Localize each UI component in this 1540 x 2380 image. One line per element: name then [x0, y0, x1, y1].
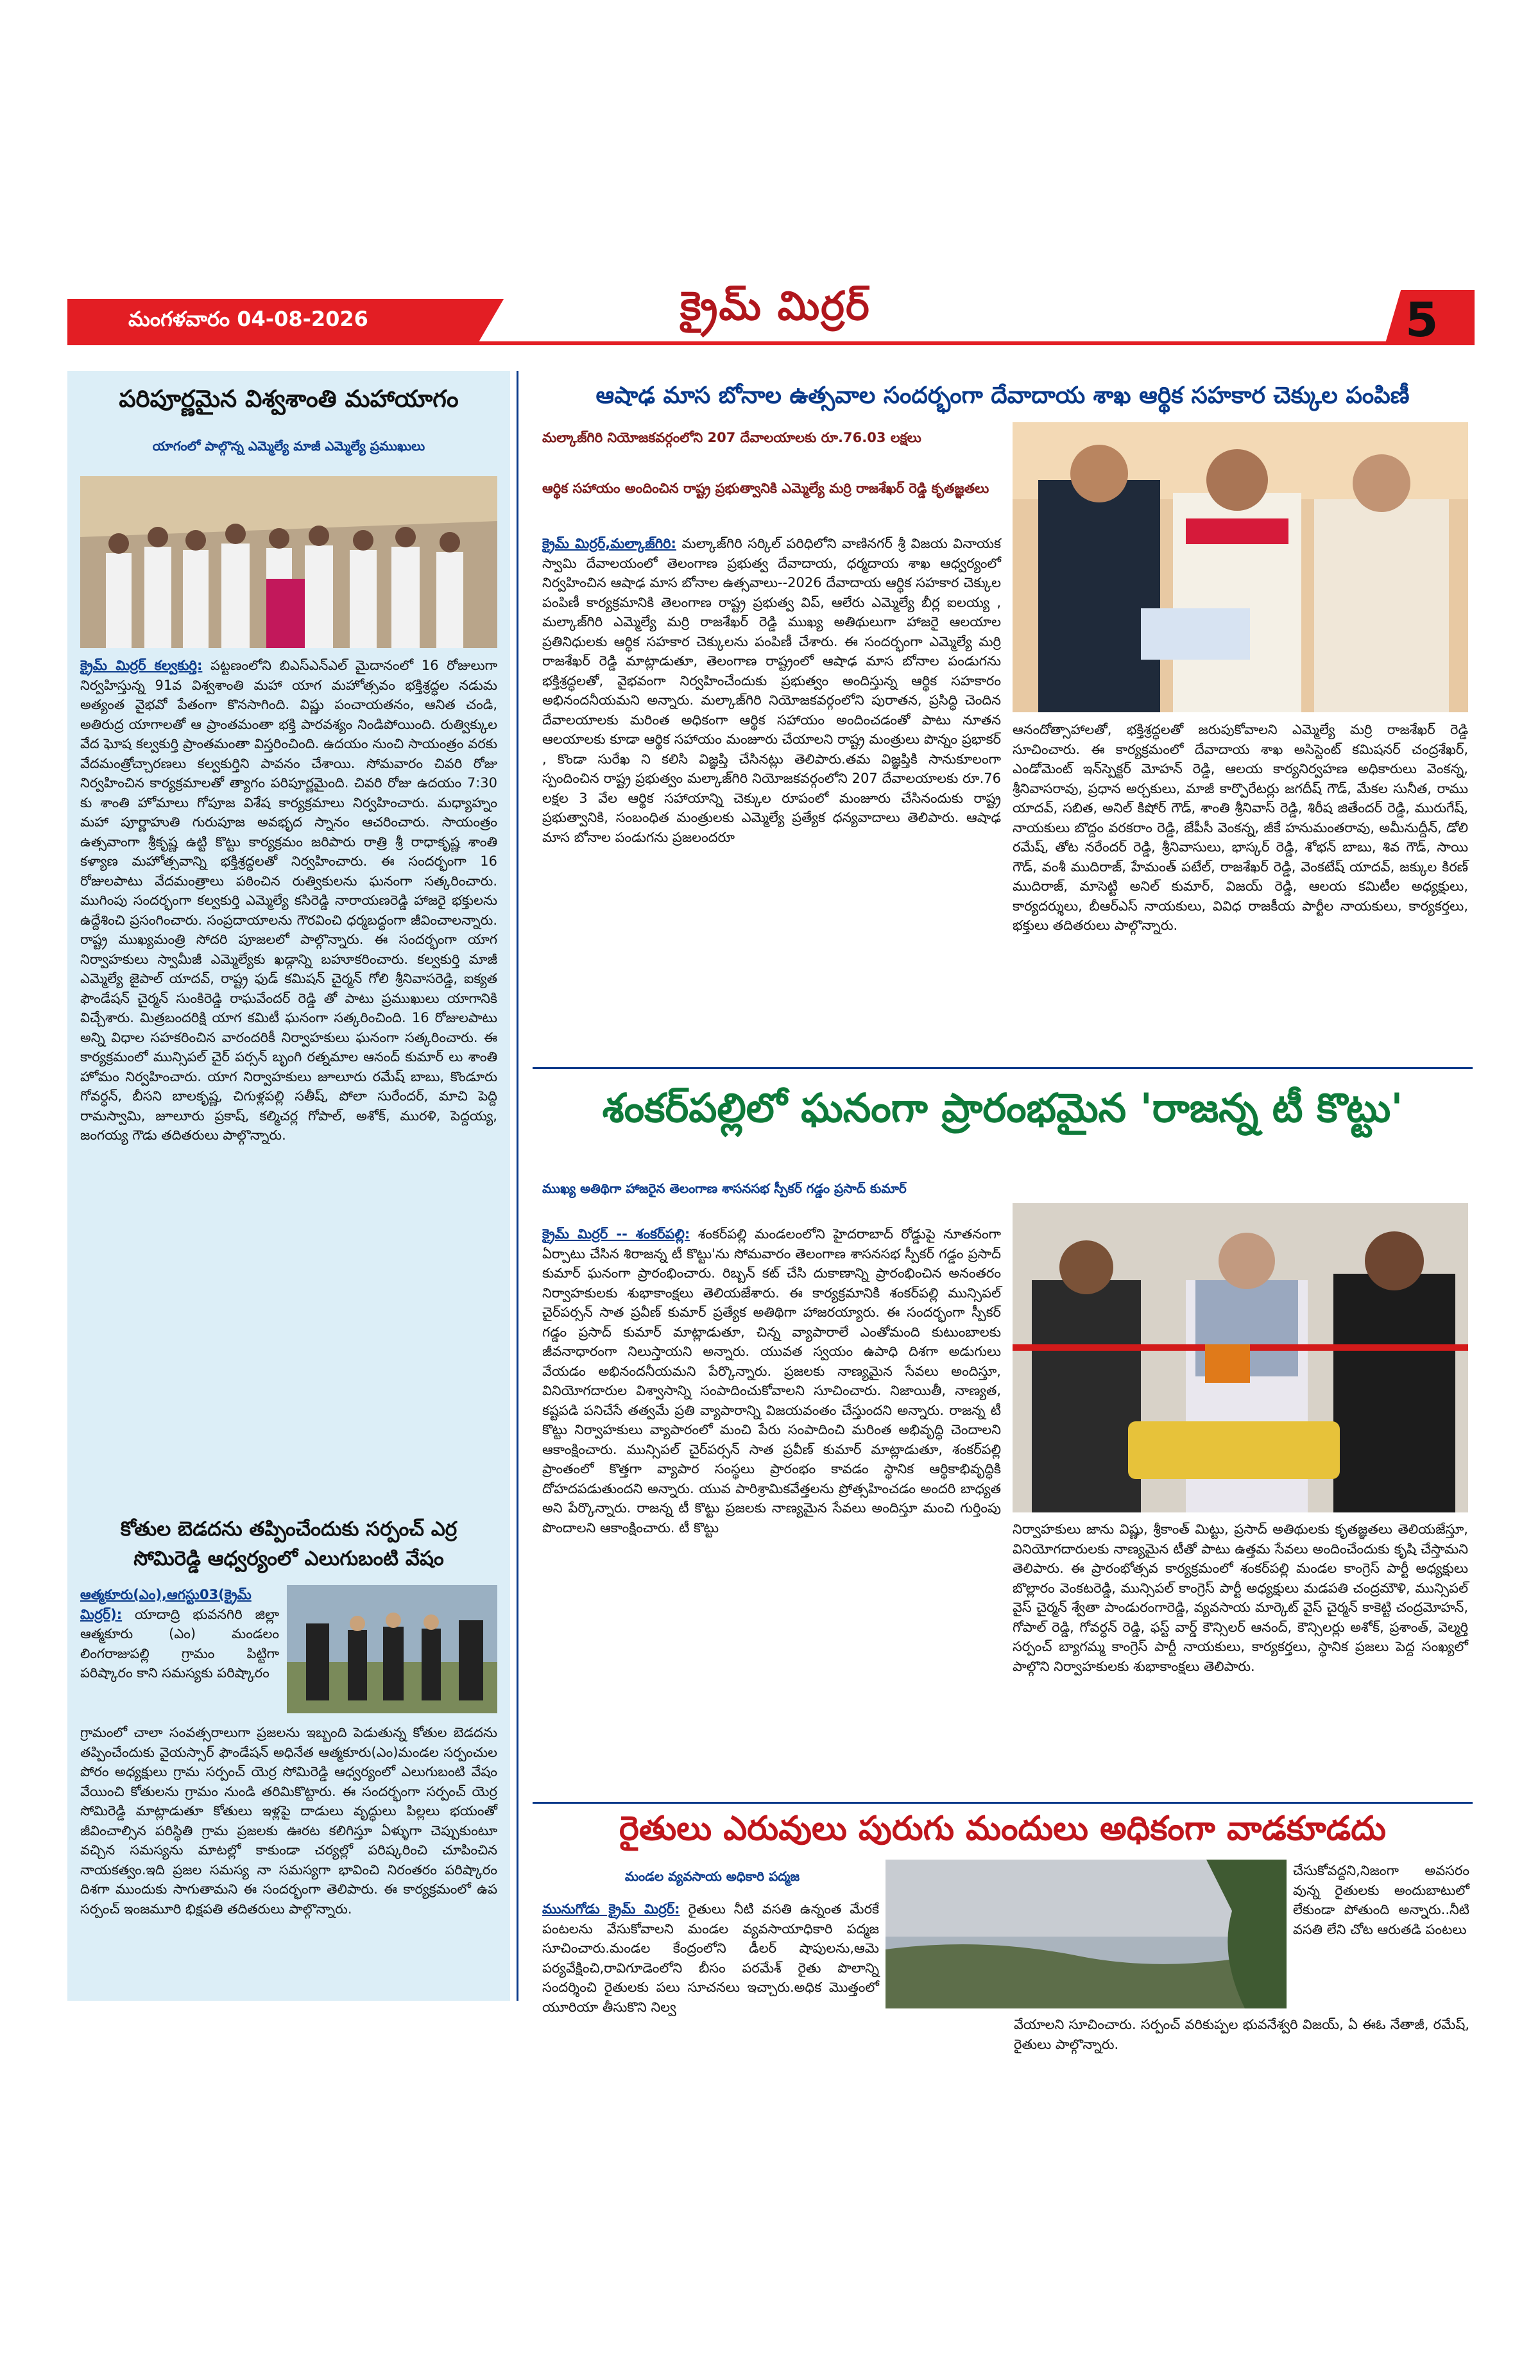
article2-headline: కోతుల బెడదను తప్పించేందుకు సర్పంచ్ ఎర్ర సోమిరెడ్డి ఆధ్వర్యంలో ఎలుగుబంటి వేషం — [120, 1518, 458, 1570]
article5-headline: రైతులు ఎరువులు పురుగు మందులు అధికంగా వాడకూడదు — [619, 1810, 1386, 1848]
article3-subhead1: మల్కాజ్‌గిరి నియోజకవర్గంలోని 207 దేవాలయాలకు రూ.76.03 లక్షలు — [542, 430, 921, 445]
article3-subhead2: ఆర్థిక సహాయం అందించిన రాష్ట్ర ప్రభుత్వానికి ఎమ్మెల్యే మర్రి రాజశేఖర్ రెడ్డి కృతజ్ఞతలు — [542, 481, 989, 496]
article2-body-top: ఆత్మకూరు(ఎం),ఆగస్టు03(క్రైమ్ మిర్రర్): యాదాద్రి భువనగిరి జిల్లా ఆత్మకూరు (ఎం) మండలం లింగరాజుపల్లి గ్రామం పిట్టిగా పరిష్కారం కాని సమస్యకు పరిష్కారం — [80, 1587, 279, 1681]
article5-lead: మునుగోడు క్రైమ్ మిర్రర్: — [542, 1901, 680, 1917]
article1-body: క్రైమ్ మిర్రర్ కల్వకుర్తి: పట్టణంలోని బిఎస్ఎన్ఎల్ మైదానంలో 16 రోజులుగా నిర్వహిస్తున్న 91వ విశ్వశాంతి మహా యాగ మహోత్సవం భక్తిశ్రద్ధల నడుమ అత్యంత వైభవో పేతంగా కొనసాగింది. విష్ణు పంచాయతనం, ఆనిత చండి, అతిరుద్ర యాగాలతో ఆ ప్రాంతమంతా భక్తి పారవశ్యం నిండిపోయింది. రుత్విక్కుల వేద ఘోష కల్వకుర్తి ప్రాంతమంతా విస్తరించింది. ఉదయం నుంచి సాయంత్రం వరకు వేదమంత్రోచ్చారణలు కల్వకుర్తిని పావనం చేశాయి. సోమవారం చివరి రోజు నిర్వహించిన కార్యక్రమాలతో త్యాగం పరిపూర్ణమైంది. చివరి రోజు ఉదయం 7:30 కు శాంతి హోమాలు గోపూజ విశేష కార్యక్రమాలు నిర్వహించారు. మధ్యాహ్నం మహా పూర్ణాహుతి గురుపూజ అవభృద స్నానం ఆచరించారు. సాయంత్రం ఉత్సవాంగా శ్రీకృష్ణ ఉట్టి కొట్టు కార్యక్రమం జరిపారు రాత్రి శ్రీ రాధాకృష్ణ శాంతి కళ్యాణ మహోత్సవాన్ని భక్తిశ్రద్ధలతో నిర్వహించారు. ఈ సందర్భంగా 16 రోజులపాటు వేదమంత్రాలు పఠించిన రుత్వికులను ఘనంగా సత్కరించారు. ముగింపు సందర్భంగా కల్వకుర్తి ఎమ్మెల్యే కసిరెడ్డి నారాయణరెడ్డి హాజరై భక్తులను ఉద్దేశించి ప్రసంగించారు. సంప్రదాయాలను గౌరవించి ధర్మబద్ధంగా జీవించాలన్నారు. రాష్ట్ర ముఖ్యమంత్రి సోదరి పూజలలో పాల్గొన్నారు. ఈ సందర్భంగా యాగ నిర్వాహకులు స్వామీజీ ఎమ్మెల్యేకు ఖడ్గాన్ని బహూకరించారు. కల్వకుర్తి మాజీ ఎమ్మెల్యే జైపాల్ యాదవ్, రాష్ట్ర ఫుడ్ కమిషన్ చైర్మన్ గోలి శ్రీనివాసరెడ్డి, ఐక్యత ఫౌండేషన్ చైర్మన్ సుంకిరెడ్డి రాఘవేందర్ రెడ్డి తో పాటు ప్రముఖులు యాగానికి విచ్చేశారు. మిత్రబందరిక్షి యాగ కమిటీ ఘనంగా సత్కరించింది. 16 రోజులపాటు అన్ని విధాల సహకరించిన వారందరికీ నిర్వాహకులు ఘనంగా సత్కరించారు. ఈ కార్యక్రమంలో మున్సిపల్ చైర్ పర్సన్ బృంగి రత్నమాల ఆనంద్ కుమార్ లు శాంతి హోమం నిర్వహించారు. యాగ నిర్వాహకులు జూలూరు రమేష్ బాబు, కొండూరు గోవర్ధన్, బీసని బాలకృష్ణ, చిగుళ్లపల్లి సతీష్, పోలా సురేందర్, మాచి పెద్ది రామస్వామి, జూలూరు ప్రకాష్, కల్మిచర్ల గోపాల్, అశోక్, మురళి, పెద్దయ్య, జంగయ్య గౌడు తదితరులు పాల్గొన్నారు. — [80, 658, 497, 1143]
article4-body-right: నిర్వాహకులు జాను విష్ణు, శ్రీకాంత్ మిట్టు, ప్రసాద్ అతిథులకు కృతజ్ఞతలు తెలియజేస్తూ, వినియోగదారులకు నాణ్యమైన టీతో పాటు ఉత్తమ సేవలు అందించేందుకు కృషి చేస్తామని తెలిపారు. ఈ ప్రారంభోత్సవ కార్యక్రమంలో శంకర్‌పల్లి మండల కాంగ్రెస్ పార్టీ అధ్యక్షులు బొల్లారం వెంకటరెడ్డి, మున్సిపల్ కాంగ్రెస్ పార్టీ అధ్యక్షులు మడపతి చంద్రమౌళి, మున్సిపల్ వైస్ చైర్మన్ శ్వేతా పాండురంగారెడ్డి, వ్యవసాయ మార్కెట్ వైస్ చైర్మన్ కాకెట్టి చంద్రమోహన్, గోపాల్ రెడ్డి, గోవర్ధన్ రెడ్డి, ఫస్ట్ వార్డ్ కౌన్సిలర్ ఆనంద్, కౌన్సిలర్లు అశోక్, ప్రశాంత్, వెల్మర్తి సర్పంచ్ బ్యాగమ్మ కాంగ్రెస్ పార్టీ నాయకులు, కార్యకర్తలు, స్థానిక ప్రజలు పెద్ద సంఖ్యలో పాల్గొని నిర్వాహకులకు శుభాకాంక్షలు తెలిపారు. — [1013, 1521, 1468, 1674]
article4-lead: క్రైమ్ మిర్రర్ -- శంకర్‌పల్లి: — [542, 1226, 690, 1242]
article3-photo — [1013, 422, 1468, 712]
article4-headline: శంకర్‌పల్లిలో ఘనంగా ప్రారంభమైన 'రాజన్న టీ కొట్టు' — [602, 1084, 1403, 1131]
article5-subhead: మండల వ్యవసాయ అధికారి పద్మజ — [624, 1869, 800, 1884]
article2-photo — [287, 1585, 497, 1713]
header-rule — [67, 341, 1473, 345]
masthead-logo: క్రైమ్ మిర్రర్ — [680, 282, 871, 329]
article1-subhead: యాగంలో పాల్గొన్న ఎమ్మెల్యే మాజీ ఎమ్మెల్యే ప్రముఖులు — [152, 438, 425, 454]
article5-body-right-top: చేసుకోవద్దని,నిజంగా అవసరం వున్న రైతులకు అందుబాటులో లేకుండా పోతుంది అన్నారు..నీటి వసతి లేని చోట ఆరుతడి పంటలు — [1293, 1863, 1469, 1937]
section-divider-2 — [533, 1802, 1473, 1804]
section-divider-1 — [533, 1067, 1473, 1069]
article3-body-right: ఆనందోత్సాహాలతో, భక్తిశ్రద్ధలతో జరుపుకోవాలని ఎమ్మెల్యే మర్రి రాజశేఖర్ రెడ్డి సూచించారు. ఈ కార్యక్రమంలో దేవాదాయ శాఖ అసిస్టెంట్ కమిషనర్ చంద్రశేఖర్, ఎండోమెంట్ ఇన్‌స్పెక్టర్ మోహన్ రెడ్డి, ఆలయ కార్యనిర్వహణ అధికారులు వెంకన్న, శ్రీనివాసరావు, ప్రధాన అర్చకులు, మాజీ కార్పొరేటర్లు జగదీష్ గౌడ్, మేకల సునీత, రాము యాదవ్, సబిత, అనిల్ కిషోర్ గౌడ్, శాంతి శ్రీనివాస్ రెడ్డి, శిరీష జితేందర్ రెడ్డి, మురుగేష్, నాయకులు బొద్దం వరకరాం రెడ్డి, జేపీసీ వెంకన్న, జీకే హనుమంతరావు, అమీనుద్దీన్, డోలి రమేష్, తోట నరేందర్ రెడ్డి, శ్రీనివాసులు, భాస్కర్ రెడ్డి, శోభన్ బాబు, శివ గౌడ్, సాయి గౌడ్, వంశీ ముదిరాజ్, హేమంత్ పటేల్, రాజశేఖర్ రెడ్డి, వెంకటేష్ యాదవ్, జక్కుల కిరణ్ ముదిరాజ్, మాసెట్టి అనిల్ కుమార్, విజయ్ రెడ్డి, ఆలయ కమిటీల అధ్యక్షులు, కార్యదర్శులు, బీఆర్ఎస్ నాయకులు, వివిధ రాజకీయ పార్టీల నాయకులు, కార్యకర్తలు, భక్తులు తదితరులు పాల్గొన్నారు. — [1013, 722, 1468, 933]
article1-photo — [80, 476, 497, 648]
column-divider — [517, 371, 518, 2001]
article5-body: మునుగోడు క్రైమ్ మిర్రర్: రైతులు నీటి వసతి ఉన్నంత మేరకే పంటలను వేసుకోవాలని మండల వ్యవసాయాధికారి పద్మజ సూచించారు.మండల కేంద్రంలోని డీలర్ షాపులను,ఆమె పర్యవేక్షించి,రావిగూడెంలోని బీసం పరమేశ్ రైతు పొలాన్ని సందర్శించి రైతులకు పలు సూచనలు ఇచ్చారు.అధిక మొత్తంలో యూరియా తీసుకొని నిల్వ — [542, 1901, 879, 2015]
page-number: 5 — [1405, 293, 1439, 348]
article2-lead: ఆత్మకూరు(ఎం),ఆగస్టు03(క్రైమ్ మిర్రర్): — [80, 1587, 252, 1622]
article1-headline: పరిపూర్ణమైన విశ్వశాంతి మహాయాగం — [119, 385, 459, 413]
article5-photo — [886, 1860, 1287, 2008]
article3-lead: క్రైమ్ మిర్రర్,మల్కాజ్‌గిరి: — [542, 536, 676, 551]
article1-lead: క్రైమ్ మిర్రర్ కల్వకుర్తి: — [80, 658, 203, 673]
article4-body: క్రైమ్ మిర్రర్ -- శంకర్‌పల్లి: శంకర్‌పల్లి మండలంలోని హైదరాబాద్ రోడ్డుపై నూతనంగా ఏర్పాటు చేసిన శిరాజన్న టీ కొట్టు'ను సోమవారం తెలంగాణ శాసనసభ స్పీకర్ గడ్డం ప్రసాద్ కుమార్ ఘనంగా ప్రారంభించారు. రిబ్బన్ కట్ చేసి దుకాణాన్ని ప్రారంభించిన అనంతరం నిర్వాహకులకు శుభాకాంక్షలు తెలియజేశారు. ఈ కార్యక్రమానికి శంకర్‌పల్లి మున్సిపల్ చైర్‌పర్సన్ సాత ప్రవీణ్ కుమార్ ప్రత్యేక అతిథిగా హాజరయ్యారు. ఈ సందర్భంగా స్పీకర్ గడ్డం ప్రసాద్ కుమార్ మాట్లాడుతూ, చిన్న వ్యాపారాలే ఎంతోమంది కుటుంబాలకు జీవనాధారంగా నిలుస్తాయని అన్నారు. యువత స్వయం ఉపాధి దిశగా అడుగులు వేయడం అభినందనీయమని పేర్కొన్నారు. ప్రజలకు నాణ్యమైన సేవలు అందిస్తూ, వినియోగదారుల విశ్వాసాన్ని సంపాదించుకోవాలని సూచించారు. నిజాయితీ, నాణ్యత, కష్టపడి పనిచేసే తత్వమే ప్రతి వ్యాపారాన్ని విజయవంతం చేస్తుందని అన్నారు. రాజన్న టీ కొట్టు నిర్వాహకులు వ్యాపారంలో మంచి పేరు సంపాదించి మరింత అభివృద్ధి చెందాలని ఆకాంక్షించారు. మున్సిపల్ చైర్‌పర్సన్ సాత ప్రవీణ్ కుమార్ మాట్లాడుతూ, శంకర్‌పల్లి ప్రాంతంలో కొత్తగా వ్యాపార సంస్థలు ప్రారంభం కావడం స్థానిక ఆర్థికాభివృద్ధికి దోహదపడుతుందని అన్నారు. యువ పారిశ్రామికవేత్తలను ప్రోత్సహించడం అందరి బాధ్యత అని పేర్కొన్నారు. రాజన్న టీ కొట్టు ప్రజలకు నాణ్యమైన సేవలు అందిస్తూ మంచి గుర్తింపు పొందాలని ఆకాంక్షించారు. టీ కొట్టు — [542, 1226, 1001, 1536]
article3-headline: ఆషాఢ మాస బోనాల ఉత్సవాల సందర్భంగా దేవాదాయ శాఖ ఆర్థిక సహకార చెక్కుల పంపిణీ — [595, 382, 1410, 409]
article2-body: గ్రామంలో చాలా సంవత్సరాలుగా ప్రజలను ఇబ్బంది పెడుతున్న కోతుల బెడదను తప్పించేందుకు వైయస్సార్ ఫౌండేషన్ అధినేత ఆత్మకూరు(ఎం)మండల సర్పంచుల పోరం అధ్యక్షులు గ్రామ సర్పంచ్ యెర్ర సోమిరెడ్డి ఆధ్వర్యంలో ఎలుగుబంటి వేషం వేయించి కోతులను గ్రామం నుండి తరిమికొట్టారు. ఈ సందర్భంగా సర్పంచ్ యెర్ర సోమిరెడ్డి మాట్లాడుతూ కోతులు ఇళ్లపై దాడులు వృద్ధులు పిల్లలు భయంతో జీవించాల్సిన పరిస్థితి గ్రామ ప్రజలకు ఊరట కలిగిస్తూ ఏళ్ళుగా చెప్పుకుంటూ వచ్చిన సమస్యను మాటల్లో కాకుండా చర్యల్లో పరిష్కరించి చూపించిన నాయకత్వం.ఇది ప్రజల సమస్య నా సమస్యగా భావించి నిరంతరం పరిష్కారం దిశగా ముందుకు సాగుతామని ఈ సందర్భంగా తెలిపారు. ఈ కార్యక్రమంలో ఉప సర్పంచ్ ఇంజమూరి భిక్షపతి తదితరులు పాల్గొన్నారు. — [80, 1725, 497, 1917]
header-date: మంగళవారం 04-08-2026 — [128, 307, 368, 331]
article4-subhead: ముఖ్య అతిథిగా హాజరైన తెలంగాణ శాసనసభ స్పీకర్ గడ్డం ప్రసాద్ కుమార్ — [542, 1181, 907, 1196]
article5-body-right: వేయాలని సూచించారు. సర్పంచ్ వరికుప్పల భువనేశ్వరి విజయ్, ఏ ఈఓ నేతాజీ, రమేష్, రైతులు పాల్గొన్నారు. — [1014, 2017, 1469, 2052]
article4-photo — [1013, 1203, 1468, 1512]
article3-body: క్రైమ్ మిర్రర్,మల్కాజ్‌గిరి: మల్కాజ్‌గిరి సర్కిల్ పరిధిలోని వాణినగర్ శ్రీ విజయ వినాయక స్వామి దేవాలయంలో తెలంగాణ ప్రభుత్వ దేవాదాయ, ధర్మదాయ శాఖ ఆధ్వర్యంలో నిర్వహించిన ఆషాఢ మాస బోనాల ఉత్సవాలు--2026 దేవాదాయ ఆర్థిక సహకార చెక్కుల పంపిణీ కార్యక్రమానికి తెలంగాణ రాష్ట్ర ప్రభుత్వ విప్, ఆలేరు ఎమ్మెల్యే బీర్ల ఐలయ్య , మల్కాజ్‌గిరి ఎమ్మెల్యే మర్రి రాజశేఖర్ రెడ్డి ముఖ్య అతిథులుగా హాజరై ఆలయాల ప్రతినిధులకు ఆర్థిక సహకార చెక్కులను పంపిణీ చేశారు. ఈ సందర్భంగా ఎమ్మెల్యే మర్రి రాజశేఖర్ రెడ్డి మాట్లాడుతూ, తెలంగాణ రాష్ట్రంలో ఆషాఢ మాస బోనాల పండుగను భక్తిశ్రద్ధలతో, వైభవంగా నిర్వహించేందుకు ప్రభుత్వం అందిస్తున్న ఆర్థిక సహకారం అభినందనీయమని అన్నారు. మల్కాజ్‌గిరి నియోజకవర్గంలోని పురాతన, ప్రసిద్ధి చెందిన దేవాలయాలకు మరింత అధికంగా ఆర్థిక సహాయం అందించడంతో పాటు నూతన ఆలయాలకు కూడా ఆర్థిక సహాయం మంజూరు చేయాలని రాష్ట్ర మంత్రులు పొన్నం ప్రభాకర్ , కొండా సురేఖ ని కలిసి విజ్ఞప్తి చేసినట్లు తెలిపారు.తమ విజ్ఞప్తికి సానుకూలంగా స్పందించిన రాష్ట్ర ప్రభుత్వం మల్కాజ్‌గిరి నియోజకవర్గంలోని 207 దేవాలయాలకు రూ.76 లక్షల 3 వేల ఆర్థిక సహాయాన్ని చెక్కుల రూపంలో మంజూరు చేసినందుకు రాష్ట్ర ప్రభుత్వానికి, సంబంధిత మంత్రులకు ఎమ్మెల్యే ప్రత్యేక ధన్యవాదాలు తెలిపారు. ఆషాఢ మాస బోనాల పండుగను ప్రజలందరూ — [542, 536, 1001, 845]
